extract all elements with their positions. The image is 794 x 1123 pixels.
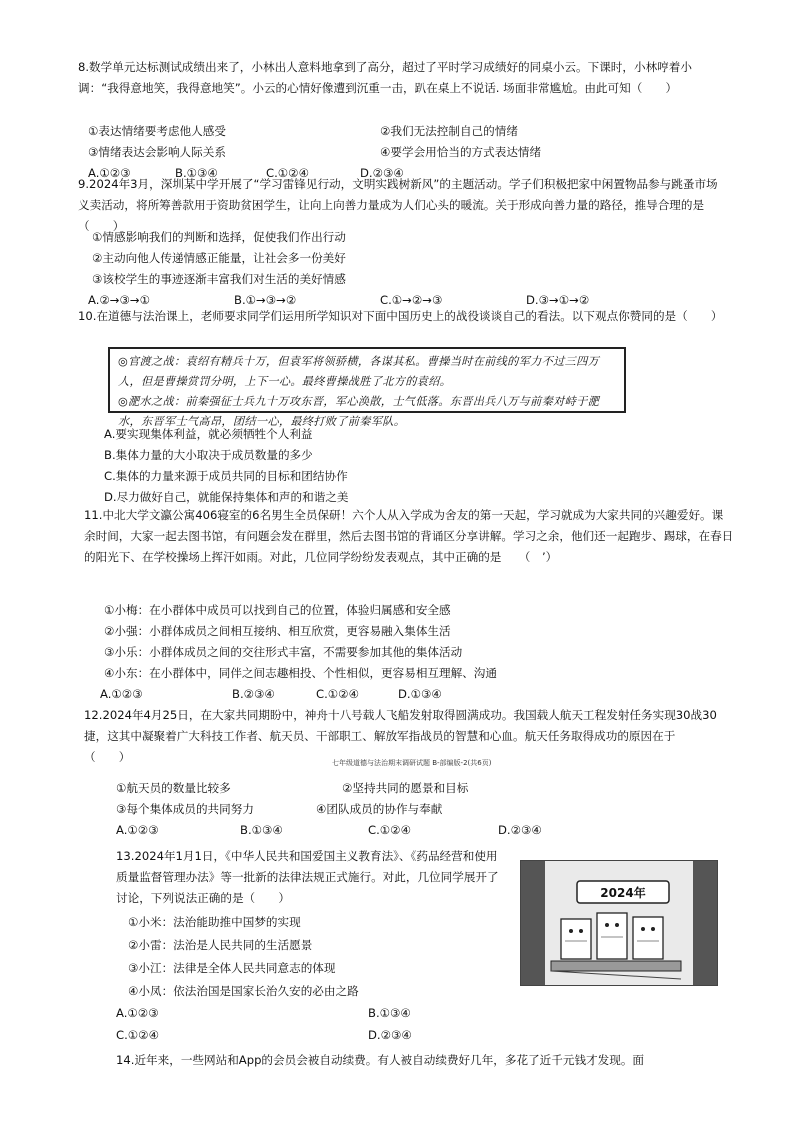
question-13-stem: 13.2024年1月1日，《中华人民共和国爱国主义教育法》、《药品经营和使用质量监督管理办法》等一批新的法律法规正式施行。对此，几位同学展开了讨论，下列说法正确的是（ ） bbox=[116, 849, 499, 905]
q8-choice-d: D.②③④ bbox=[360, 166, 404, 180]
quote-guandu: ◎官渡之战：袁绍有精兵十万，但袁军将领骄横，各谋其私。曹操当时在前线的军力不过三四万人，但是曹操赏罚分明，上下一心。最终曹操战胜了北方的袁绍。 bbox=[118, 355, 600, 388]
q9-choice-c: C.①→②→③ bbox=[380, 293, 443, 307]
q8-item-4: ④要学会用恰当的方式表达情绪 bbox=[380, 145, 542, 159]
quote-feishui: ◎淝水之战：前秦强征士兵九十万攻东晋，军心涣散，士气低落。东晋出兵八万与前秦对峙于淝水，东晋军士气高昂，团结一心，最终打败了前秦军队。 bbox=[118, 395, 600, 428]
law-cartoon-illustration bbox=[520, 860, 718, 986]
question-14-stem: 14.近年来，一些网站和App的会员会被自动续费。有人被自动续费好几年，多花了近千元钱才发现。面 bbox=[116, 1053, 645, 1067]
cartoon-drawing bbox=[521, 861, 717, 985]
q13-item-4: ④小凤：依法治国是国家长治久安的必由之路 bbox=[128, 984, 359, 998]
question-11-stem: 11.中北大学文瀛公寓406寝室的6名男生全员保研！六个人从入学成为舍友的第一天起，学习就成为大家共同的兴趣爱好。课余时间，大家一起去图书馆，有问题会发在群里，然后去图书馆的背诵区分享讲解。学习之余，他们还一起跑步、踢球，在春日的阳光下、在学校操场上挥汗如雨。对此，几位同学纷纷发表观点，其中正确的是 （ ’） bbox=[84, 508, 734, 564]
q12-choice-c: C.①②④ bbox=[368, 823, 411, 837]
q10-choice-b: B.集体力量的大小取决于成员数量的多少 bbox=[104, 448, 313, 462]
q9-item-1: ①情感影响我们的判断和选择，促使我们作出行动 bbox=[92, 230, 346, 244]
q8-choice-b: B.①③④ bbox=[175, 166, 218, 180]
cartoon-year-label: 2024年 bbox=[600, 886, 646, 900]
q13-item-3: ③小江：法律是全体人民共同意志的体现 bbox=[128, 961, 336, 975]
q11-choice-a: A.①②③ bbox=[100, 687, 143, 701]
question-12-stem: 12.2024年4月25日，在大家共同期盼中，神舟十八号载人飞船发射取得圆满成功。我国载人航天工程发射任务实现30战30捷，这其中凝聚着广大科技工作者、航天员、干部职工、解放军指战员的智慧和心血。航天任务取得成功的原因在于 （ ） bbox=[84, 708, 717, 764]
q8-item-3: ③情绪表达会影响人际关系 bbox=[88, 145, 226, 159]
q9-item-2: ②主动向他人传递情感正能量，让社会多一份美好 bbox=[92, 251, 346, 265]
question-8-stem: 8.数学单元达标测试成绩出来了，小林出人意料地拿到了高分，超过了平时学习成绩好的同桌小云。下课时，小林哼着小调：“我得意地笑，我得意地笑”。小云的心情好像遭到沉重一击，趴在桌上不说话. 场面非常尴尬。由此可知（ ） bbox=[78, 60, 692, 95]
q9-choice-a: A.②→③→① bbox=[88, 293, 151, 307]
question-10-stem: 10.在道德与法治课上，老师要求同学们运用所学知识对下面中国历史上的战役谈谈自己的看法。以下观点你赞同的是（ ） bbox=[78, 309, 723, 323]
q12-choice-a: A.①②③ bbox=[116, 823, 159, 837]
q8-item-1: ①表达情绪要考虑他人感受 bbox=[88, 124, 226, 138]
q13-item-1: ①小米：法治能助推中国梦的实现 bbox=[128, 915, 301, 929]
q9-choice-b: B.①→③→② bbox=[234, 293, 297, 307]
q12-item-4: ④团队成员的协作与奉献 bbox=[316, 802, 443, 816]
q11-choice-c: C.①②④ bbox=[316, 687, 359, 701]
q13-choice-b: B.①③④ bbox=[368, 1006, 411, 1020]
q8-choice-a: A.①②③ bbox=[88, 166, 131, 180]
q10-choice-c: C.集体的力量来源于成员共同的目标和团结协作 bbox=[104, 469, 348, 483]
q12-choice-d: D.②③④ bbox=[498, 823, 542, 837]
battle-quote-box bbox=[108, 347, 626, 428]
q11-choice-b: B.②③④ bbox=[232, 687, 275, 701]
q12-item-1: ①航天员的数量比较多 bbox=[116, 781, 231, 795]
q13-choice-a: A.①②③ bbox=[116, 1006, 159, 1020]
q10-choice-a: A.要实现集体利益，就必须牺牲个人利益 bbox=[104, 427, 313, 441]
q9-item-3: ③该校学生的事迹逐渐丰富我们对生活的美好情感 bbox=[92, 272, 346, 286]
q11-item-4: ④小东：在小群体中，同伴之间志趣相投、个性相似，更容易相互理解、沟通 bbox=[104, 666, 497, 680]
q12-item-3: ③每个集体成员的共同努力 bbox=[116, 802, 254, 816]
page-footer: 七年级道德与法治期末调研试题 B-部编版-2(共6页) bbox=[332, 759, 492, 767]
q10-choice-d: D.尽力做好自己，就能保持集体和声的和谐之美 bbox=[104, 490, 349, 504]
q13-choice-c: C.①②④ bbox=[116, 1028, 159, 1042]
q13-choice-d: D.②③④ bbox=[368, 1028, 412, 1042]
q12-item-2: ②坚持共同的愿景和目标 bbox=[342, 781, 469, 795]
q11-item-2: ②小强：小群体成员之间相互接纳、相互欣赏，更容易融入集体生活 bbox=[104, 624, 451, 638]
q8-choice-c: C.①②④ bbox=[266, 166, 309, 180]
q8-item-2: ②我们无法控制自己的情绪 bbox=[380, 124, 518, 138]
q11-item-1: ①小梅：在小群体中成员可以找到自己的位置，体验归属感和安全感 bbox=[104, 603, 451, 617]
q9-choice-d: D.③→①→② bbox=[526, 293, 590, 307]
q13-item-2: ②小雷：法治是人民共同的生活愿景 bbox=[128, 938, 313, 952]
q11-choice-d: D.①③④ bbox=[398, 687, 442, 701]
question-9-stem: 9.2024年3月，深圳某中学开展了“学习雷锋见行动，文明实践树新风”的主题活动。学子们积极把家中闲置物品参与跳蚤市场义卖活动，将所筹善款用于资助贫困学生，让向上向善力量成为人们心头的暖流。关于形成向善力量的路径，推导合理的是 （ ） bbox=[78, 177, 728, 233]
q12-choice-b: B.①③④ bbox=[240, 823, 283, 837]
q11-item-3: ③小乐：小群体成员之间的交往形式丰富，不需要参加其他的集体活动 bbox=[104, 645, 463, 659]
